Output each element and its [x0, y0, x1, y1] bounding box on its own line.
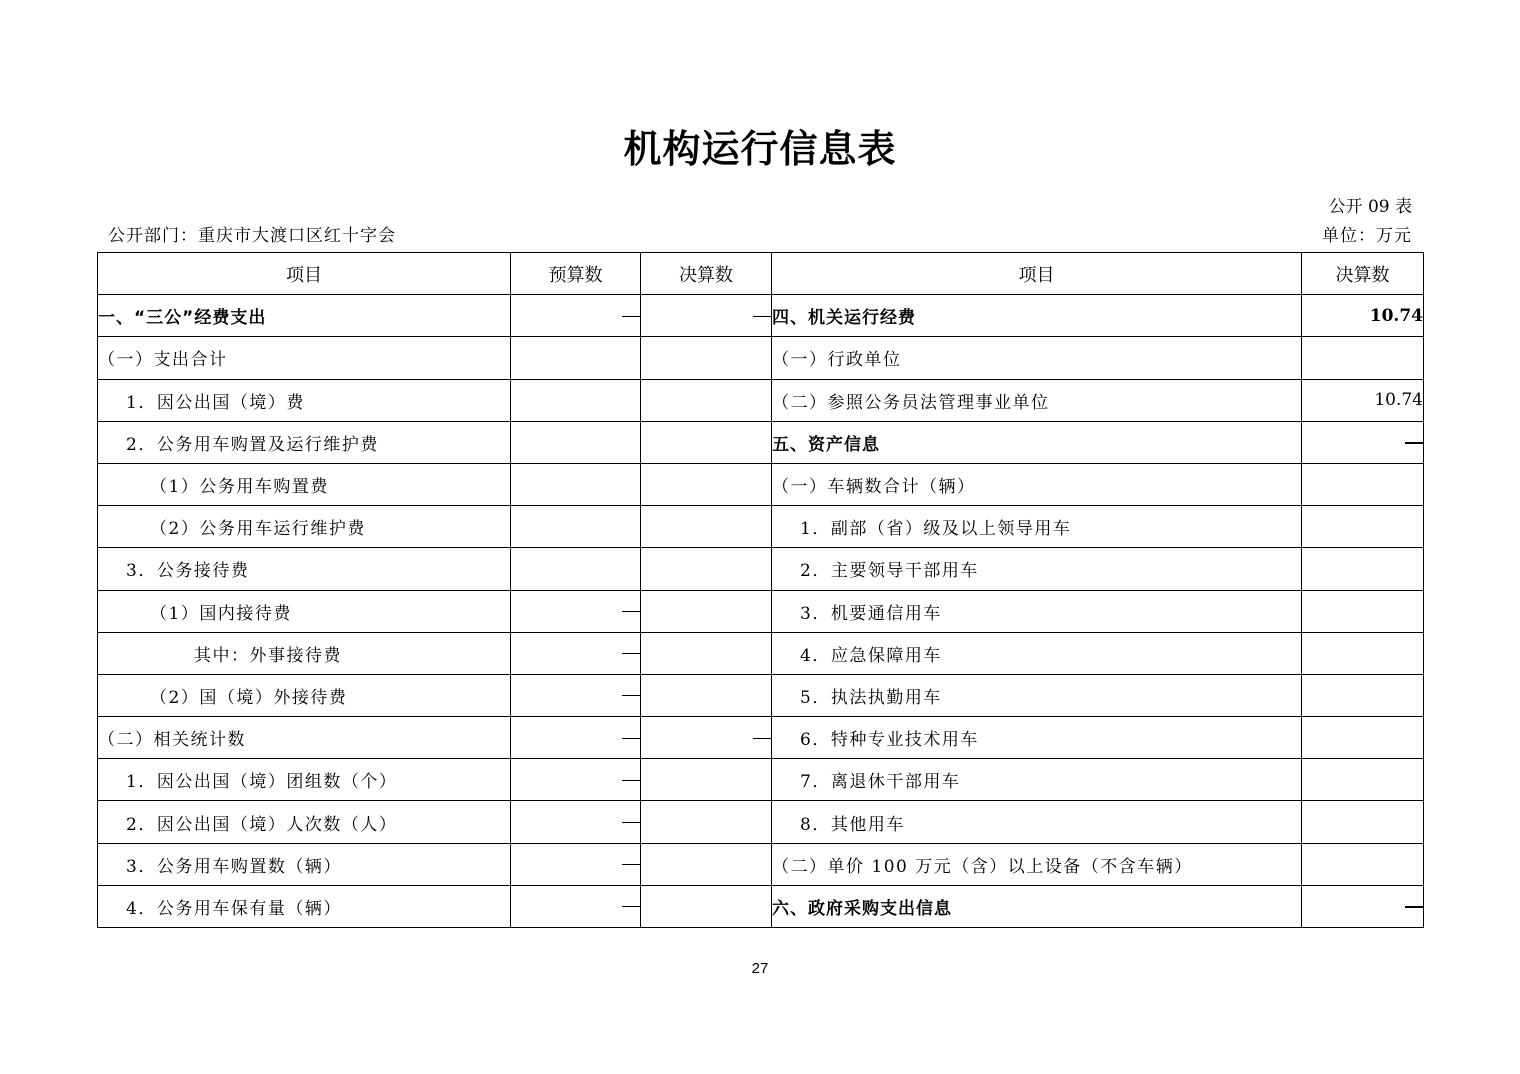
right-row-label: （一）行政单位 [772, 337, 1302, 379]
department-label: 公开部门：重庆市大渡口区红十字会 [108, 226, 396, 246]
table-row [98, 717, 1424, 759]
page-title: 机构运行信息表 [623, 127, 897, 171]
right-value-cell [1302, 885, 1424, 927]
right-row-label: 4．应急保障用车 [772, 632, 1302, 674]
row-label: （一）支出合计 [98, 337, 511, 379]
column-header-budget: 预算数 [511, 253, 641, 295]
dash-mark [753, 738, 771, 739]
right-value-cell [1302, 717, 1424, 759]
final-cell [641, 590, 772, 632]
final-cell [641, 674, 772, 716]
dash-mark [622, 864, 640, 865]
row-label: （2）国（境）外接待费 [98, 674, 511, 716]
row-label: 一、“三公”经费支出 [98, 295, 511, 337]
budget-cell [511, 801, 641, 843]
table-row [98, 674, 1424, 716]
budget-cell [511, 379, 641, 421]
final-cell [641, 506, 772, 548]
budget-cell [511, 337, 641, 379]
dash-mark [1405, 906, 1423, 908]
right-row-label: 2．主要领导干部用车 [772, 548, 1302, 590]
budget-cell [511, 674, 641, 716]
row-label: 2．公务用车购置及运行维护费 [98, 421, 511, 463]
final-cell [641, 843, 772, 885]
table-row [98, 421, 1424, 463]
budget-cell [511, 295, 641, 337]
final-cell [641, 885, 772, 927]
right-row-label: （一）车辆数合计（辆） [772, 463, 1302, 505]
row-label: （2）公务用车运行维护费 [98, 506, 511, 548]
dash-mark [622, 611, 640, 612]
dash-mark [622, 780, 640, 781]
budget-cell [511, 759, 641, 801]
right-value-cell [1302, 759, 1424, 801]
table-header-row [98, 253, 1424, 295]
row-label: （二）相关统计数 [98, 717, 511, 759]
table-row [98, 843, 1424, 885]
right-row-label: 6．特种专业技术用车 [772, 717, 1302, 759]
final-cell [641, 759, 772, 801]
table-row [98, 801, 1424, 843]
right-row-label: 7．离退休干部用车 [772, 759, 1302, 801]
dash-mark [1405, 442, 1423, 444]
dash-mark [753, 316, 771, 317]
right-value-cell: 10.74 [1302, 295, 1424, 337]
dash-mark [622, 738, 640, 739]
right-row-label: 五、资产信息 [772, 421, 1302, 463]
final-cell [641, 801, 772, 843]
unit-label: 单位：万元 [1322, 226, 1412, 246]
column-header-item-left: 项目 [98, 253, 511, 295]
budget-cell [511, 843, 641, 885]
form-number: 公开 09 表 [1328, 197, 1412, 217]
budget-cell [511, 885, 641, 927]
final-cell [641, 421, 772, 463]
row-label: 3．公务接待费 [98, 548, 511, 590]
right-row-label: （二）参照公务员法管理事业单位 [772, 379, 1302, 421]
table-row [98, 506, 1424, 548]
table-row [98, 759, 1424, 801]
budget-cell [511, 463, 641, 505]
final-cell [641, 717, 772, 759]
dash-mark [622, 822, 640, 823]
dash-mark [622, 695, 640, 696]
final-cell [641, 337, 772, 379]
right-value-cell [1302, 337, 1424, 379]
right-value-cell [1302, 421, 1424, 463]
right-value-cell [1302, 506, 1424, 548]
right-row-label: 六、政府采购支出信息 [772, 885, 1302, 927]
right-value-cell [1302, 548, 1424, 590]
row-label: 1．因公出国（境）团组数（个） [98, 759, 511, 801]
table-row [98, 632, 1424, 674]
right-value-cell [1302, 590, 1424, 632]
final-cell [641, 632, 772, 674]
page-number: 27 [751, 960, 769, 977]
dash-mark [622, 316, 640, 317]
right-value-cell: 10.74 [1302, 379, 1424, 421]
right-row-label: （二）单价 100 万元（含）以上设备（不含车辆） [772, 843, 1302, 885]
final-cell [641, 379, 772, 421]
final-cell [641, 295, 772, 337]
budget-cell [511, 717, 641, 759]
right-row-label: 四、机关运行经费 [772, 295, 1302, 337]
column-header-item-right: 项目 [772, 253, 1302, 295]
row-label: 4．公务用车保有量（辆） [98, 885, 511, 927]
column-header-right-final: 决算数 [1302, 253, 1424, 295]
row-label: 2．因公出国（境）人次数（人） [98, 801, 511, 843]
budget-cell [511, 590, 641, 632]
table-row [98, 885, 1424, 927]
budget-cell [511, 548, 641, 590]
final-cell [641, 548, 772, 590]
table-row [98, 337, 1424, 379]
budget-cell [511, 506, 641, 548]
right-value-cell [1302, 674, 1424, 716]
row-label: 其中：外事接待费 [98, 632, 511, 674]
right-row-label: 3．机要通信用车 [772, 590, 1302, 632]
budget-cell [511, 632, 641, 674]
right-value-cell [1302, 843, 1424, 885]
row-label: 3．公务用车购置数（辆） [98, 843, 511, 885]
right-value-cell [1302, 463, 1424, 505]
row-label: 1．因公出国（境）费 [98, 379, 511, 421]
table-row [98, 463, 1424, 505]
right-row-label: 5．执法执勤用车 [772, 674, 1302, 716]
info-table [97, 252, 1424, 928]
right-value-cell [1302, 801, 1424, 843]
table-row [98, 295, 1424, 337]
table-row [98, 379, 1424, 421]
dash-mark [622, 653, 640, 654]
final-cell [641, 463, 772, 505]
row-label: （1）公务用车购置费 [98, 463, 511, 505]
dash-mark [622, 906, 640, 907]
table-row [98, 590, 1424, 632]
right-row-label: 1．副部（省）级及以上领导用车 [772, 506, 1302, 548]
right-value-cell [1302, 632, 1424, 674]
table-row [98, 548, 1424, 590]
column-header-final: 决算数 [641, 253, 772, 295]
budget-cell [511, 421, 641, 463]
row-label: （1）国内接待费 [98, 590, 511, 632]
right-row-label: 8．其他用车 [772, 801, 1302, 843]
